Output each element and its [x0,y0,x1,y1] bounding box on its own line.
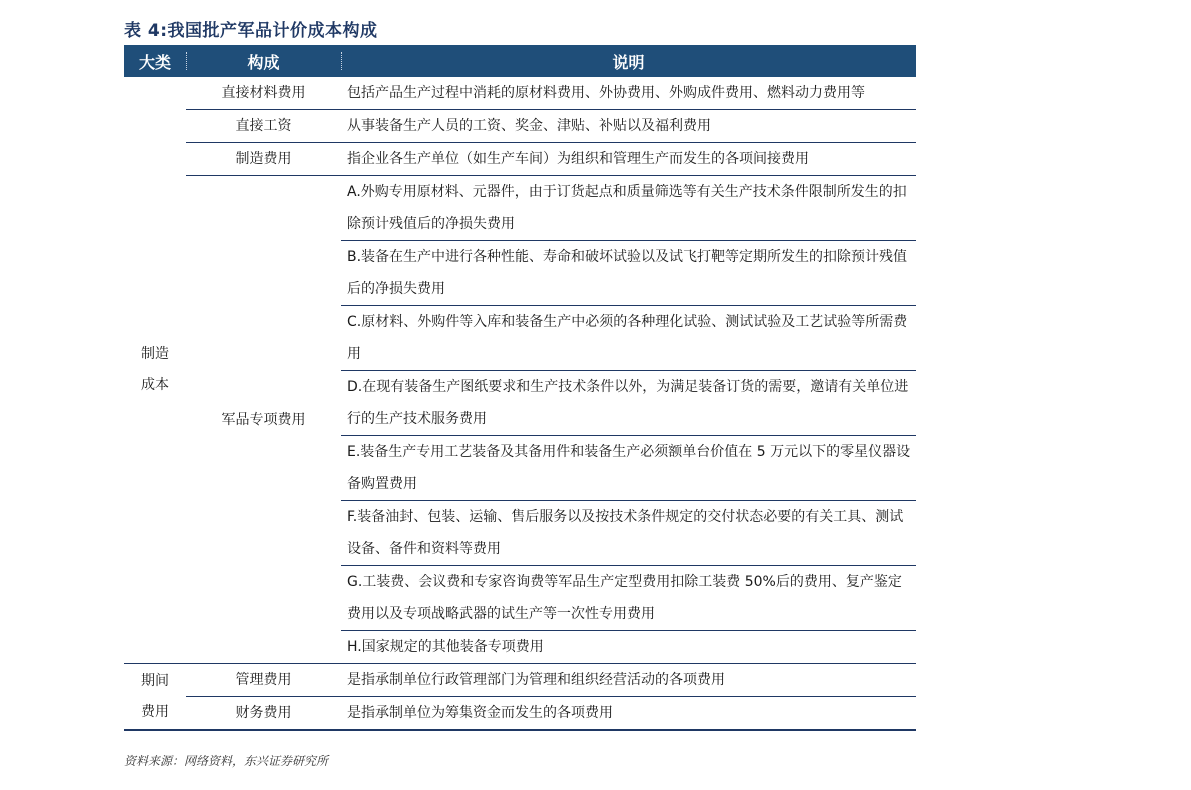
component-cell: 管理费用 [186,664,341,697]
table-row [124,110,916,143]
special-item: C.原材料、外购件等入库和装备生产中必须的各种理化试验、测试试验及工艺试验等所需费用 [341,306,916,371]
description-cell: 指企业各生产单位（如生产车间）为组织和管理生产而发生的各项间接费用 [341,143,916,176]
category-period: 期间 费用 [124,664,186,731]
table-row [124,77,916,110]
component-cell: 制造费用 [186,143,341,176]
special-item: B.装备在生产中进行各种性能、寿命和破坏试验以及试飞打靶等定期所发生的扣除预计残值后的净损失费用 [341,241,916,306]
component-special: 军品专项费用 [186,176,341,664]
table-header-row [124,45,916,77]
header-category: 大类 [124,45,186,77]
table-row [124,664,916,697]
table-row [124,176,916,241]
component-cell: 财务费用 [186,697,341,731]
component-cell: 直接工资 [186,110,341,143]
component-cell: 直接材料费用 [186,77,341,110]
table-row [124,143,916,176]
description-cell: 包括产品生产过程中消耗的原材料费用、外协费用、外购成件费用、燃料动力费用等 [341,77,916,110]
table-row [124,697,916,731]
description-cell: 从事装备生产人员的工资、奖金、津贴、补贴以及福利费用 [341,110,916,143]
source-note: 资料来源：网络资料，东兴证券研究所 [124,754,329,768]
special-item: F.装备油封、包装、运输、售后服务以及按技术条件规定的交付状态必要的有关工具、测试设备、备件和资料等费用 [341,501,916,566]
special-item: E.装备生产专用工艺装备及其备用件和装备生产必须额单台价值在 5 万元以下的零星仪器设备购置费用 [341,436,916,501]
special-item: A.外购专用原材料、元器件，由于订货起点和质量筛选等有关生产技术条件限制所发生的扣除预计残值后的净损失费用 [341,176,916,241]
description-cell: 是指承制单位行政管理部门为管理和组织经营活动的各项费用 [341,664,916,697]
category-manufacturing: 制造 成本 [141,346,169,393]
header-component: 构成 [186,45,341,77]
description-cell: 是指承制单位为筹集资金而发生的各项费用 [341,697,916,731]
cost-table [124,45,916,731]
special-item: D.在现有装备生产图纸要求和生产技术条件以外，为满足装备订货的需要，邀请有关单位进行的生产技术服务费用 [341,371,916,436]
header-description: 说明 [341,45,916,77]
special-item: H.国家规定的其他装备专项费用 [341,631,916,664]
table-title: 表 4:我国批产军品计价成本构成 [124,21,378,41]
special-item: G.工装费、会议费和专家咨询费等军品生产定型费用扣除工装费 50%后的费用、复产鉴定费用以及专项战略武器的试生产等一次性专用费用 [341,566,916,631]
